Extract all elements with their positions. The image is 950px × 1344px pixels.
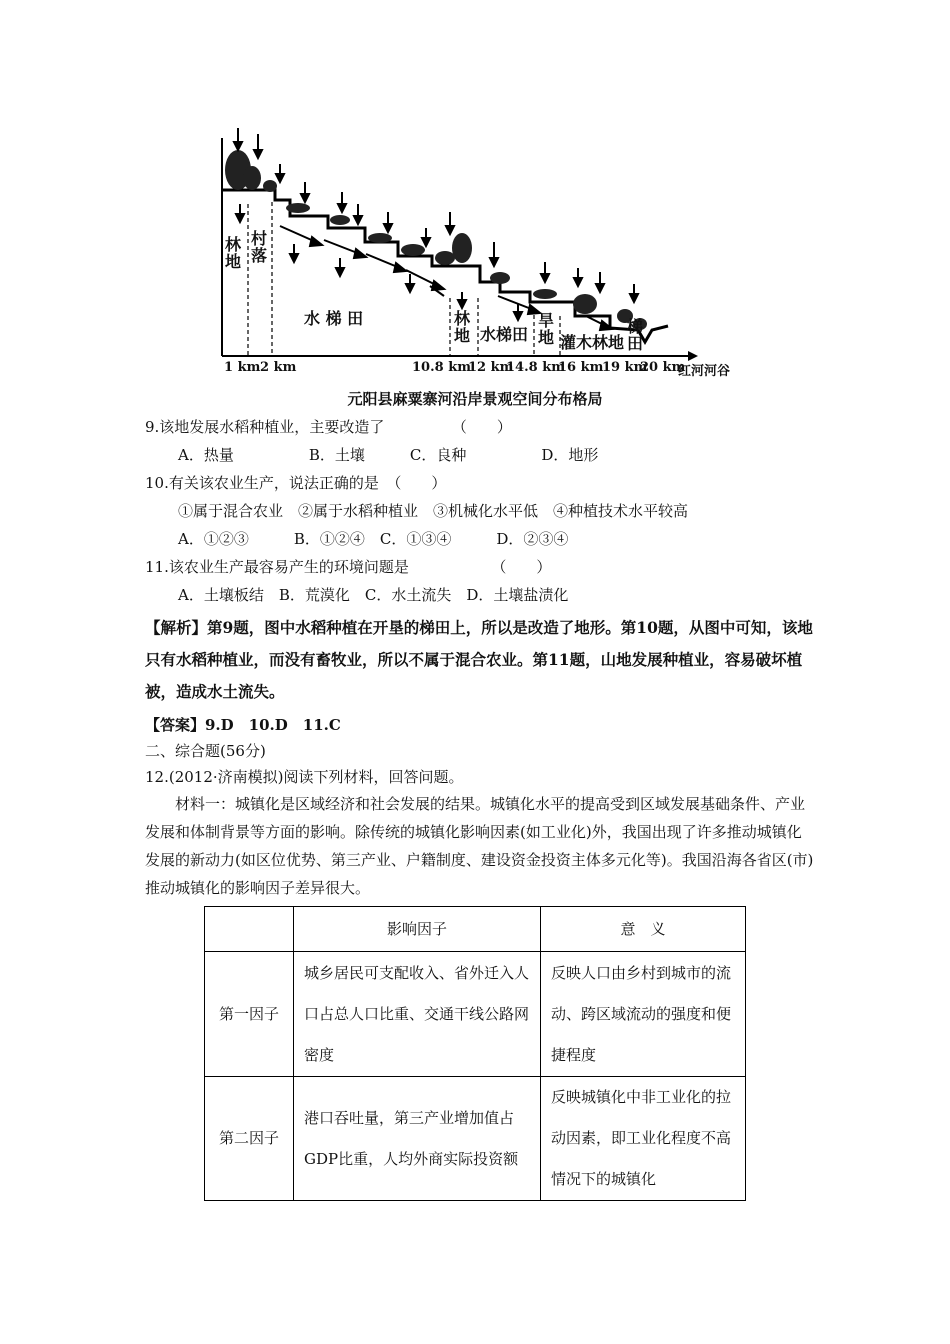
axis-tick-10-8km: 10.8 km — [412, 360, 471, 375]
row-factor: 城乡居民可支配收入、省外迁入人口占总人口比重、交通干线公路网密度 — [294, 952, 541, 1077]
section-2-heading: 二、综合题(56分) — [145, 742, 266, 760]
table-header-cell — [205, 907, 294, 952]
analysis-paragraph: 【解析】第9题，图中水稻种植在开垦的梯田上，所以是改造了地形。第10题，从图中可知，该地只有水稻种植业，而没有畜牧业，所以不属于混合农业。第11题，山地发展种植业，容易破坏植被，造成水土流失。 — [145, 618, 813, 701]
axis-end-label: 红河河谷 — [678, 364, 731, 379]
table-row — [205, 1077, 746, 1201]
axis-tick-14-8km: 14.8 km — [506, 360, 565, 375]
question-11-options: A．土壤板结 B．荒漠化 C．水土流失 D．土壤盐渍化 — [178, 586, 569, 604]
question-10-stem: 10.有关该农业生产，说法正确的是 （ ） — [145, 474, 447, 492]
zone-label-terrace: 梯田 — [626, 317, 643, 353]
landscape-profile-figure — [200, 120, 760, 382]
row-meaning: 反映城镇化中非工业化的拉动因素，即工业化程度不高情况下的城镇化 — [541, 1077, 746, 1201]
axis-tick-19km: 19 km — [602, 360, 648, 375]
question-9-stem: 9.该地发展水稻种植业，主要改造了 （ ） — [145, 418, 512, 436]
axis-tick-12km: 12 km — [468, 360, 514, 375]
material-one-paragraph: 材料一：城镇化是区域经济和社会发展的结果。城镇化水平的提高受到区域发展基础条件、产业发展和体制背景等方面的影响。除传统的城镇化影响因素(如工业化)外，我国出现了许多推动城镇化发展的新动力(如区位优势、第三产业、户籍制度、建设资金投资主体多元化等)。我国沿海各省区(市)推动城镇化的影响因子差异很大。 — [145, 795, 814, 897]
figure-caption: 元阳县麻粟寨河沿岸景观空间分布格局 — [347, 390, 603, 408]
axis-tick-16km: 16 km — [558, 360, 604, 375]
axis-tick-1km: 1 km — [224, 360, 261, 375]
question-11-stem: 11.该农业生产最容易产生的环境问题是 （ ） — [145, 558, 552, 576]
zone-label-paddy-2: 水梯田 — [480, 325, 529, 344]
row-name: 第一因子 — [205, 952, 294, 1077]
factor-table — [204, 906, 746, 1201]
question-10-statements: ①属于混合农业 ②属于水稻种植业 ③机械化水平低 ④种植技术水平较高 — [178, 502, 689, 520]
row-factor: 港口吞吐量，第三产业增加值占GDP比重，人均外商实际投资额 — [294, 1077, 541, 1201]
zone-label-shrub: 灌木林地 — [560, 333, 625, 352]
axis-tick-20km: 20 km — [640, 360, 686, 375]
zone-label-forest: 林地 — [224, 235, 241, 271]
table-header-cell: 意 义 — [541, 907, 746, 952]
table-row — [205, 952, 746, 1077]
table-header-cell: 影响因子 — [294, 907, 541, 952]
row-meaning: 反映人口由乡村到城市的流动、跨区域流动的强度和便捷程度 — [541, 952, 746, 1077]
zone-label-paddy: 水 梯 田 — [304, 309, 364, 328]
row-name: 第二因子 — [205, 1077, 294, 1201]
axis-tick-2km: 2 km — [260, 360, 297, 375]
answer-line: 【答案】9.D 10.D 11.C — [145, 716, 341, 734]
question-10-options: A．①②③ B．①②④ C．①③④ D．②③④ — [178, 530, 569, 548]
question-12-stem: 12.(2012·济南模拟)阅读下列材料，回答问题。 — [145, 768, 464, 786]
zone-label-forest-2: 林地 — [453, 309, 470, 345]
question-9-options: A．热量 B．土壤 C．良种 D．地形 — [178, 446, 599, 464]
table-header-row — [205, 907, 746, 952]
zone-label-village: 村落 — [250, 229, 267, 265]
zone-label-dryland: 旱地 — [537, 311, 554, 347]
